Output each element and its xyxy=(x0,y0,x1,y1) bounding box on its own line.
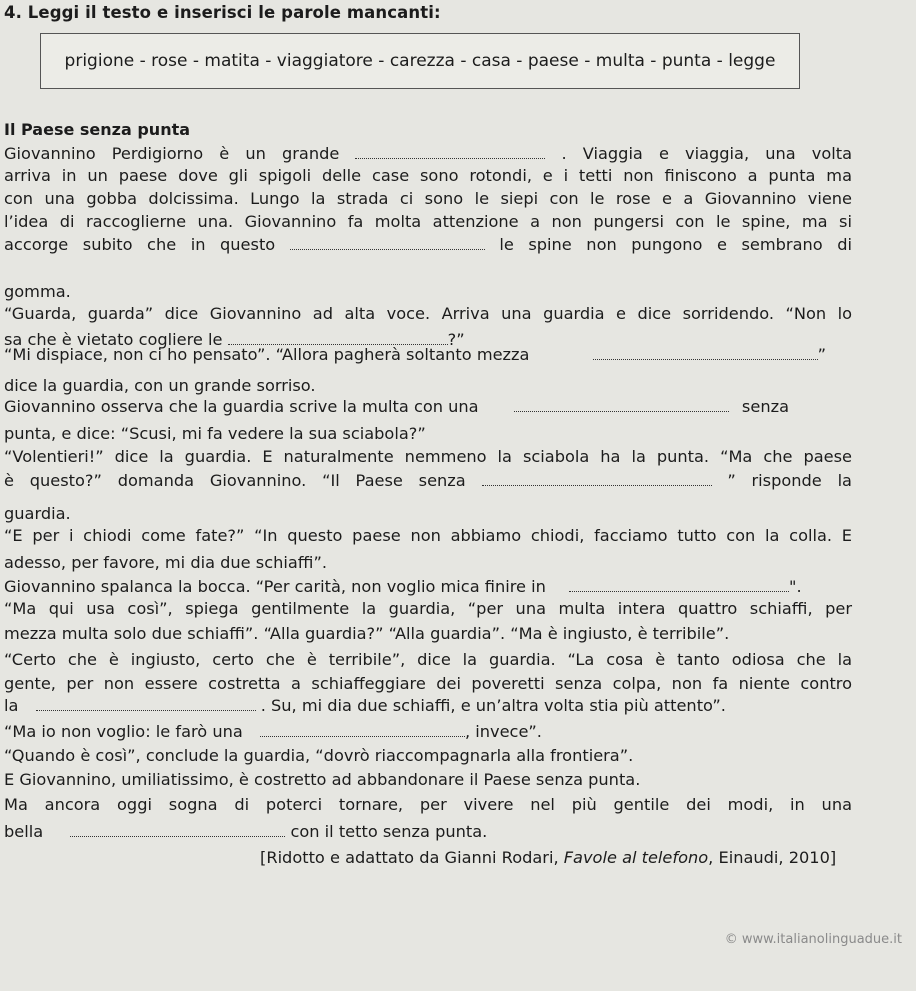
text-line: “Mi dispiace, non ci ho pensato”. “Allora pagherà soltanto mezza ” xyxy=(4,345,827,364)
answer-blank-5[interactable] xyxy=(514,399,729,412)
text-line: “Certo che è ingiusto, certo che è terribile”, dice la guardia. “La cosa è tanto odiosa che la xyxy=(4,650,852,669)
text-line: la . Su, mi dia due schiaffi, e un’altra volta stia più attento”. xyxy=(4,696,726,715)
exercise-heading: 4. Leggi il testo e inserisci le parole mancanti: xyxy=(4,3,441,22)
text-line: guardia. xyxy=(4,504,71,523)
answer-blank-3[interactable] xyxy=(228,332,448,345)
text-line: Giovannino spalanca la bocca. “Per carità, non voglio mica finire in ". xyxy=(4,577,802,596)
text-line: l’idea di raccoglierne una. Giovannino fa molta attenzione a non pungersi con le spine, ma si xyxy=(4,212,852,231)
text-line: adesso, per favore, mi dia due schiaffi”. xyxy=(4,553,327,572)
source-citation: [Ridotto e adattato da Gianni Rodari, Favole al telefono, Einaudi, 2010] xyxy=(260,848,837,867)
text-line: “E per i chiodi come fate?” “In questo paese non abbiamo chiodi, facciamo tutto con la colla. E xyxy=(4,526,852,545)
text-line: accorge subito che in questo le spine non pungono e sembrano di xyxy=(4,235,852,254)
text-line: sa che è vietato cogliere le ?” xyxy=(4,330,465,349)
answer-blank-6[interactable] xyxy=(482,473,712,486)
text-line: è questo?” domanda Giovannino. “Il Paese senza ” risponde la xyxy=(4,471,852,490)
text-line: gomma. xyxy=(4,282,71,301)
text-line: gente, per non essere costretta a schiaffeggiare dei poveretti senza colpa, non fa niente contro xyxy=(4,674,852,693)
text-line: “Guarda, guarda” dice Giovannino ad alta voce. Arriva una guardia e dice sorridendo. “Non lo xyxy=(4,304,852,323)
answer-blank-4[interactable] xyxy=(593,347,818,360)
word-bank-box: prigione - rose - matita - viaggiatore - carezza - casa - paese - multa - punta - legge xyxy=(40,33,800,89)
text-line: E Giovannino, umiliatissimo, è costretto ad abbandonare il Paese senza punta. xyxy=(4,770,641,789)
story-title: Il Paese senza punta xyxy=(4,120,191,139)
text-line: Giovannino osserva che la guardia scrive la multa con una senza xyxy=(4,397,789,416)
text-line: con una gobba dolcissima. Lungo la strada ci sono le siepi con le rose e a Giovannino viene xyxy=(4,189,852,208)
answer-blank-1[interactable] xyxy=(355,146,545,159)
text-line: Giovannino Perdigiorno è un grande . Viaggia e viaggia, una volta xyxy=(4,144,852,163)
answer-blank-7[interactable] xyxy=(569,579,789,592)
text-line: “Quando è così”, conclude la guardia, “dovrò riaccompagnarla alla frontiera”. xyxy=(4,746,634,765)
answer-blank-10[interactable] xyxy=(70,824,285,837)
answer-blank-8[interactable] xyxy=(36,698,256,711)
text-line: Ma ancora oggi sogna di poterci tornare, per vivere nel più gentile dei modi, in una xyxy=(4,795,852,814)
text-line: mezza multa solo due schiaffi”. “Alla guardia?” “Alla guardia”. “Ma è ingiusto, è terribile”. xyxy=(4,624,730,643)
text-line: arriva in un paese dove gli spigoli delle case sono rotondi, e i tetti non finiscono a punta ma xyxy=(4,166,852,185)
answer-blank-2[interactable] xyxy=(290,237,485,250)
text-line: bella con il tetto senza punta. xyxy=(4,822,488,841)
site-credit: © www.italianolinguadue.it xyxy=(724,932,902,947)
text-line: “Volentieri!” dice la guardia. E naturalmente nemmeno la sciabola ha la punta. “Ma che paese xyxy=(4,447,852,466)
text-line: dice la guardia, con un grande sorriso. xyxy=(4,376,316,395)
answer-blank-9[interactable] xyxy=(260,724,465,737)
text-line: “Ma io non voglio: le farò una , invece”. xyxy=(4,722,542,741)
text-line: punta, e dice: “Scusi, mi fa vedere la sua sciabola?” xyxy=(4,424,426,443)
text-line: “Ma qui usa così”, spiega gentilmente la guardia, “per una multa intera quattro schiaffi, per xyxy=(4,599,852,618)
